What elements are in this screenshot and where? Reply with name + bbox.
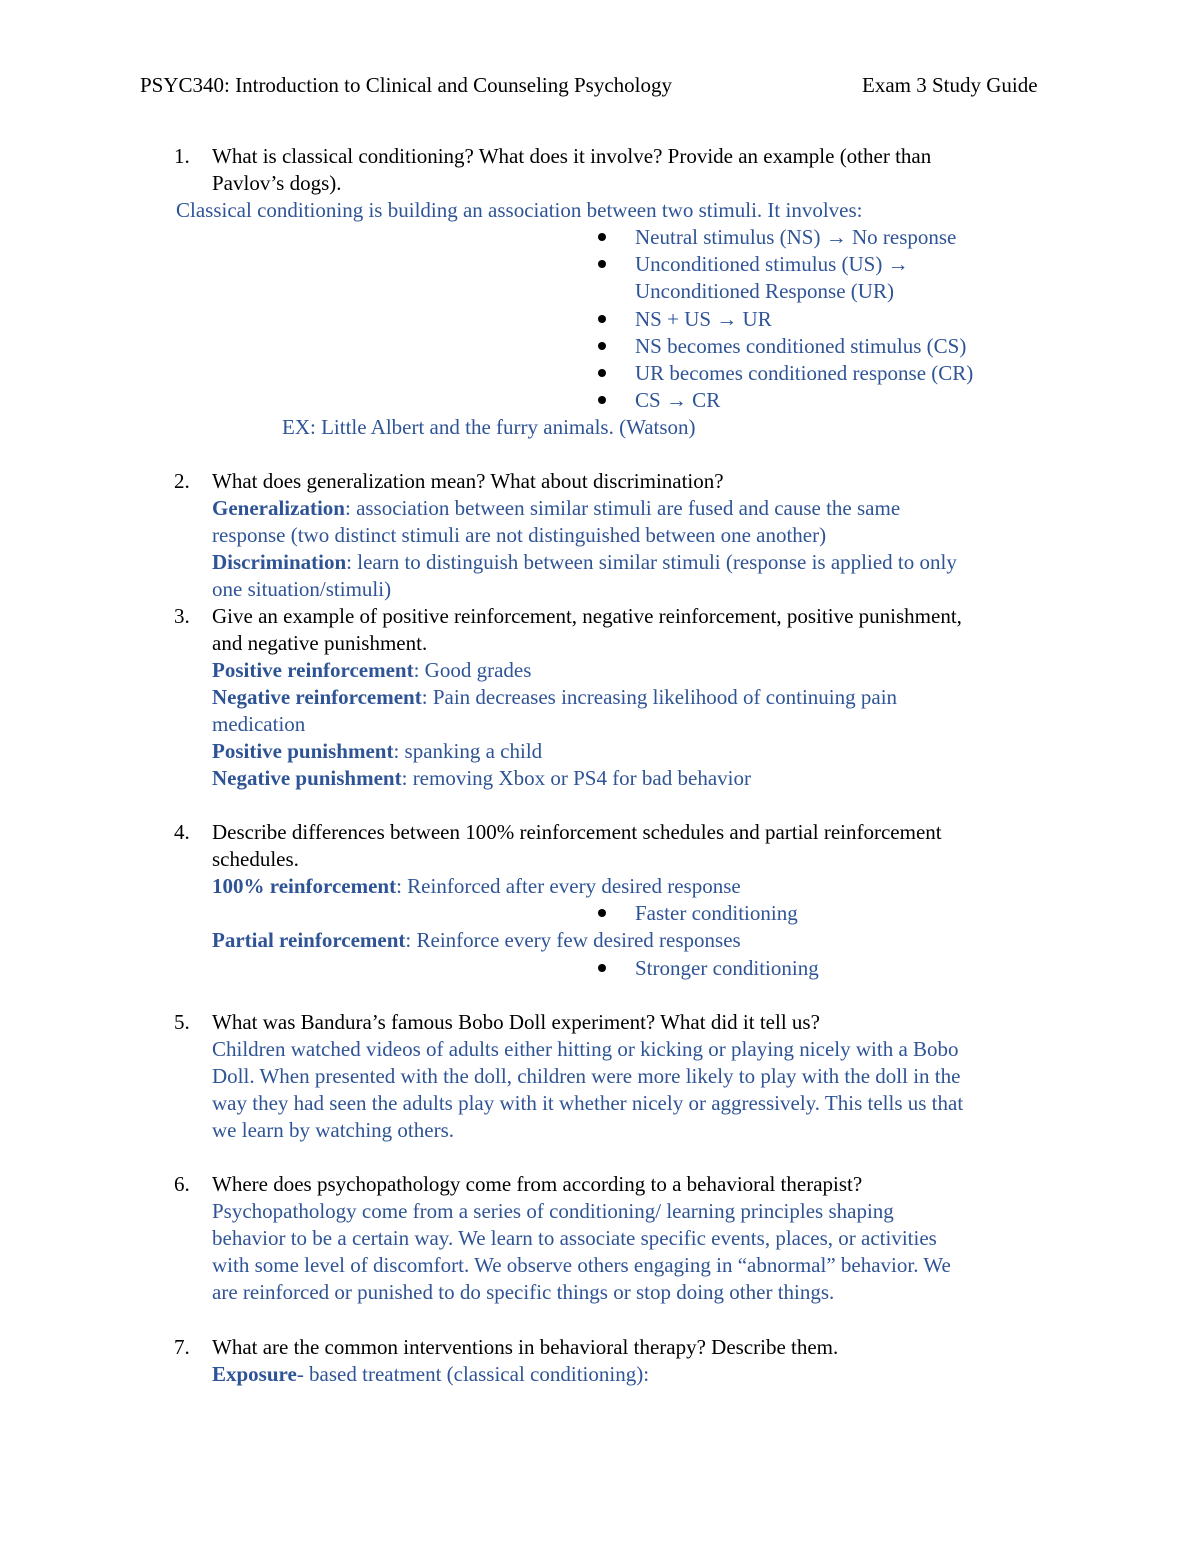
q1-example: EX: Little Albert and the furry animals. (Watson) bbox=[282, 415, 696, 439]
bullet-dot bbox=[598, 396, 606, 404]
q5-answer-line3: way they had seen the adults play with it whether nicely or aggressively. This tells us that bbox=[212, 1091, 964, 1115]
q4-partial-bullet: Stronger conditioning bbox=[635, 956, 819, 980]
term-positive-reinforcement: Positive reinforcement bbox=[212, 658, 414, 682]
q3-negative-reinforcement-line2: medication bbox=[212, 712, 306, 736]
q6-answer-line2: behavior to be a certain way. We learn to associate specific events, places, or activities bbox=[212, 1226, 937, 1250]
negative-reinforcement-text: : Pain decreases increasing likelihood of continuing pain bbox=[421, 685, 898, 709]
bullet-dot bbox=[598, 233, 606, 241]
q3-number: 3. bbox=[174, 604, 190, 628]
q1-number: 1. bbox=[174, 144, 190, 168]
q7-exposure bbox=[212, 1361, 649, 1388]
q2-number: 2. bbox=[174, 469, 190, 493]
q2-generalization bbox=[212, 495, 900, 522]
q1-question-line2: Pavlov’s dogs). bbox=[212, 171, 342, 195]
bullet-dot bbox=[598, 315, 606, 323]
q3-positive-reinforcement bbox=[212, 657, 531, 684]
q6-answer-line1: Psychopathology come from a series of conditioning/ learning principles shaping bbox=[212, 1199, 894, 1223]
q7-question: What are the common interventions in behavioral therapy? Describe them. bbox=[212, 1335, 839, 1359]
term-positive-punishment: Positive punishment bbox=[212, 739, 394, 763]
generalization-text: : association between similar stimuli are fused and cause the same bbox=[344, 496, 901, 520]
q6-number: 6. bbox=[174, 1172, 190, 1196]
q4-number: 4. bbox=[174, 820, 190, 844]
q1-bullet-5: UR becomes conditioned response (CR) bbox=[635, 361, 974, 385]
q5-number: 5. bbox=[174, 1010, 190, 1034]
bullet-dot bbox=[598, 964, 606, 972]
q4-question-line2: schedules. bbox=[212, 847, 299, 871]
q2-discrimination bbox=[212, 549, 957, 576]
q3-negative-punishment bbox=[212, 765, 751, 792]
q1-answer-intro: Classical conditioning is building an association between two stimuli. It involves: bbox=[176, 198, 863, 222]
bullet-dot bbox=[598, 909, 606, 917]
bullet-dot bbox=[598, 369, 606, 377]
q6-answer-line3: with some level of discomfort. We observe others engaging in “abnormal” behavior. We bbox=[212, 1253, 951, 1277]
q3-question-line1: Give an example of positive reinforcement, negative reinforcement, positive punishment, bbox=[212, 604, 962, 628]
q4-full-bullet: Faster conditioning bbox=[635, 901, 798, 925]
q3-question-line2: and negative punishment. bbox=[212, 631, 428, 655]
term-negative-reinforcement: Negative reinforcement bbox=[212, 685, 422, 709]
q6-answer-line4: are reinforced or punished to do specific things or stop doing other things. bbox=[212, 1280, 835, 1304]
q2-generalization-line2: response (two distinct stimuli are not distinguished between one another) bbox=[212, 523, 827, 547]
q4-full-reinforcement bbox=[212, 873, 741, 900]
term-generalization: Generalization bbox=[212, 496, 345, 520]
negative-punishment-text: : removing Xbox or PS4 for bad behavior bbox=[401, 766, 751, 790]
term-exposure: Exposure bbox=[212, 1362, 297, 1386]
q7-number: 7. bbox=[174, 1335, 190, 1359]
q6-question: Where does psychopathology come from according to a behavioral therapist? bbox=[212, 1172, 863, 1196]
course-header: PSYC340: Introduction to Clinical and Counseling Psychology bbox=[140, 73, 672, 97]
doc-title: Exam 3 Study Guide bbox=[862, 73, 1038, 97]
bullet-dot bbox=[598, 342, 606, 350]
term-negative-punishment: Negative punishment bbox=[212, 766, 402, 790]
term-100-reinforcement: 100% reinforcement bbox=[212, 874, 397, 898]
q2-question: What does generalization mean? What about discrimination? bbox=[212, 469, 724, 493]
q1-bullet-2-cont: Unconditioned Response (UR) bbox=[635, 279, 894, 303]
q1-bullet-3: NS + US → UR bbox=[635, 307, 772, 331]
q1-bullet-6: CS → CR bbox=[635, 388, 721, 412]
discrimination-text: : learn to distinguish between similar stimuli (response is applied to only bbox=[346, 550, 957, 574]
q5-answer-line2: Doll. When presented with the doll, children were more likely to play with the doll in the bbox=[212, 1064, 961, 1088]
q3-negative-reinforcement bbox=[212, 684, 897, 711]
q2-discrimination-line2: one situation/stimuli) bbox=[212, 577, 392, 601]
q4-question-line1: Describe differences between 100% reinforcement schedules and partial reinforcement bbox=[212, 820, 942, 844]
bullet-dot bbox=[598, 260, 606, 268]
q1-bullet-1: Neutral stimulus (NS) → No response bbox=[635, 225, 957, 249]
positive-punishment-text: : spanking a child bbox=[393, 739, 543, 763]
partial-reinforcement-text: : Reinforce every few desired responses bbox=[405, 928, 741, 952]
term-partial-reinforcement: Partial reinforcement bbox=[212, 928, 406, 952]
term-discrimination: Discrimination bbox=[212, 550, 347, 574]
q1-bullet-4: NS becomes conditioned stimulus (CS) bbox=[635, 334, 967, 358]
q1-question-line1: What is classical conditioning? What does it involve? Provide an example (other than bbox=[212, 144, 932, 168]
positive-reinforcement-text: : Good grades bbox=[413, 658, 532, 682]
q1-bullet-2: Unconditioned stimulus (US) → bbox=[635, 252, 909, 276]
exposure-text: - based treatment (classical conditioning): bbox=[296, 1362, 650, 1386]
q4-partial-reinforcement bbox=[212, 927, 741, 954]
q5-question: What was Bandura’s famous Bobo Doll experiment? What did it tell us? bbox=[212, 1010, 820, 1034]
q5-answer-line1: Children watched videos of adults either hitting or kicking or playing nicely with a Bobo bbox=[212, 1037, 959, 1061]
q3-positive-punishment bbox=[212, 738, 542, 765]
full-reinforcement-text: : Reinforced after every desired response bbox=[396, 874, 741, 898]
q5-answer-line4: we learn by watching others. bbox=[212, 1118, 455, 1142]
